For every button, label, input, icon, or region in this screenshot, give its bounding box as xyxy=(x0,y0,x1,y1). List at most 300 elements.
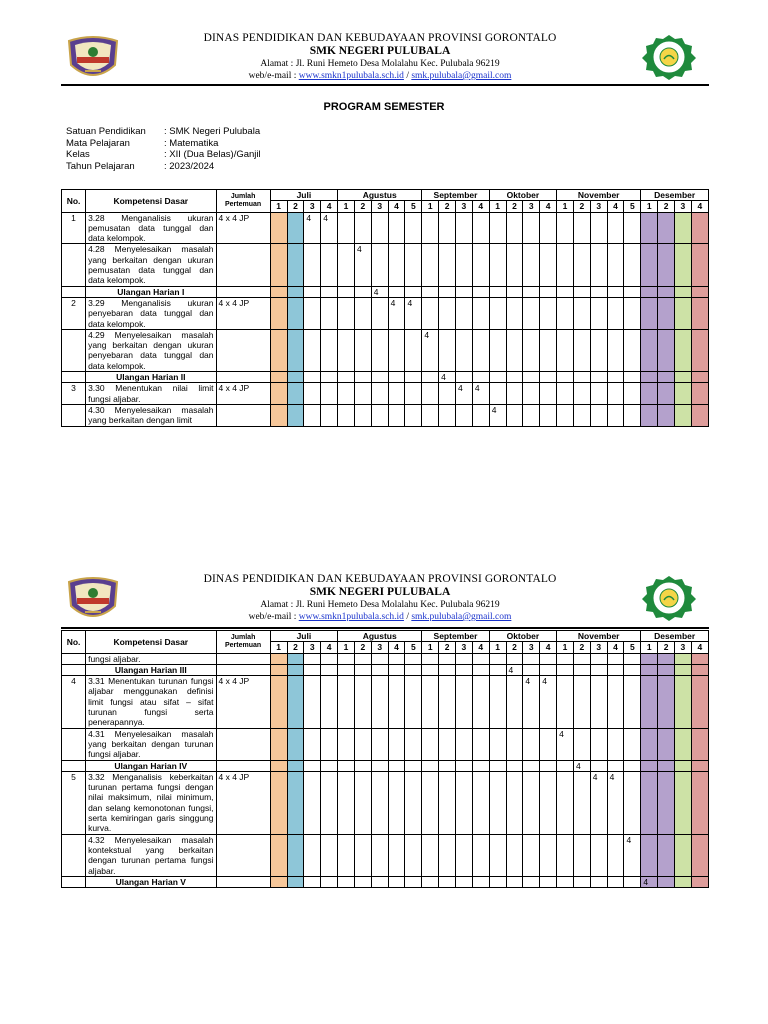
week-cell xyxy=(405,244,422,286)
week-cell xyxy=(658,834,675,876)
week-cell xyxy=(675,244,692,286)
week-cell xyxy=(321,404,338,426)
week-cell xyxy=(456,244,473,286)
week-cell xyxy=(456,404,473,426)
week-cell xyxy=(590,404,607,426)
school-logo xyxy=(640,34,698,80)
week-cell xyxy=(624,212,641,244)
week-cell xyxy=(405,286,422,297)
column-header-kompetensi: Kompetensi Dasar xyxy=(86,631,216,654)
week-cell xyxy=(287,286,304,297)
week-cell xyxy=(658,676,675,728)
assessment-label: Ulangan Harian I xyxy=(86,286,216,297)
week-cell xyxy=(405,329,422,371)
table-row xyxy=(62,244,709,286)
week-cell xyxy=(624,728,641,760)
assessment-row xyxy=(62,664,709,675)
week-cell xyxy=(506,372,523,383)
week-cell xyxy=(691,372,708,383)
week-cell xyxy=(691,244,708,286)
week-header: 2 xyxy=(506,642,523,653)
week-header: 1 xyxy=(489,642,506,653)
week-cell xyxy=(573,297,590,329)
week-cell xyxy=(287,771,304,834)
week-cell xyxy=(641,286,658,297)
week-cell xyxy=(624,244,641,286)
agency-name: DINAS PENDIDIKAN DAN KEBUDAYAAN PROVINSI GORONTALO xyxy=(203,573,557,585)
week-cell xyxy=(287,329,304,371)
week-cell xyxy=(422,676,439,728)
week-header: 2 xyxy=(287,201,304,212)
week-cell xyxy=(388,212,405,244)
week-cell xyxy=(439,383,456,405)
school-logo xyxy=(640,575,698,621)
row-number xyxy=(62,653,86,664)
week-cell xyxy=(658,244,675,286)
week-cell xyxy=(270,876,287,887)
week-cell: 4 xyxy=(371,286,388,297)
week-cell xyxy=(641,728,658,760)
week-cell xyxy=(388,244,405,286)
week-cell xyxy=(371,760,388,771)
week-cell xyxy=(354,834,371,876)
week-cell xyxy=(691,383,708,405)
row-number: 4 xyxy=(62,676,86,728)
week-cell xyxy=(658,212,675,244)
week-cell xyxy=(287,676,304,728)
month-header: Juli xyxy=(270,190,337,201)
week-cell xyxy=(338,728,355,760)
week-cell xyxy=(354,404,371,426)
week-cell xyxy=(506,329,523,371)
letterhead-rule xyxy=(61,627,709,629)
week-cell xyxy=(691,834,708,876)
week-cell xyxy=(641,676,658,728)
week-cell xyxy=(523,876,540,887)
week-cell xyxy=(472,664,489,675)
week-header: 3 xyxy=(590,201,607,212)
week-cell xyxy=(691,760,708,771)
week-cell xyxy=(540,728,557,760)
week-header: 2 xyxy=(354,201,371,212)
competency-text: 3.30 Menentukan nilai limit fungsi aljabar. xyxy=(86,383,216,405)
week-cell xyxy=(557,372,574,383)
week-cell xyxy=(287,297,304,329)
week-cell xyxy=(590,653,607,664)
week-cell xyxy=(607,244,624,286)
week-cell xyxy=(557,329,574,371)
week-cell xyxy=(371,383,388,405)
week-cell xyxy=(540,329,557,371)
week-cell xyxy=(405,653,422,664)
week-cell xyxy=(388,834,405,876)
week-cell xyxy=(691,676,708,728)
week-cell xyxy=(270,372,287,383)
week-cell xyxy=(338,212,355,244)
week-cell xyxy=(641,653,658,664)
website-link[interactable]: www.smkn1pulubala.sch.id xyxy=(298,612,404,622)
week-cell xyxy=(472,771,489,834)
week-cell xyxy=(557,286,574,297)
week-cell xyxy=(439,760,456,771)
week-cell xyxy=(590,297,607,329)
week-cell xyxy=(422,372,439,383)
week-cell xyxy=(540,244,557,286)
week-cell xyxy=(573,212,590,244)
week-cell xyxy=(388,372,405,383)
week-cell xyxy=(573,383,590,405)
week-header: 1 xyxy=(422,642,439,653)
week-cell xyxy=(523,664,540,675)
week-cell xyxy=(371,664,388,675)
month-header: September xyxy=(422,190,489,201)
week-cell xyxy=(304,286,321,297)
week-cell: 4 xyxy=(573,760,590,771)
week-cell xyxy=(506,286,523,297)
week-cell xyxy=(573,876,590,887)
gorontalo-province-logo xyxy=(65,35,121,81)
page-1 xyxy=(0,0,768,480)
week-cell xyxy=(456,212,473,244)
week-cell xyxy=(388,404,405,426)
week-cell xyxy=(304,383,321,405)
week-cell xyxy=(658,664,675,675)
week-cell: 4 xyxy=(472,383,489,405)
week-cell xyxy=(607,286,624,297)
week-header: 1 xyxy=(422,201,439,212)
week-cell xyxy=(658,728,675,760)
meeting-count xyxy=(216,404,270,426)
week-cell xyxy=(506,404,523,426)
table-row xyxy=(62,329,709,371)
week-header: 2 xyxy=(573,642,590,653)
week-cell xyxy=(371,404,388,426)
column-header-jumlah-pertemuan: Jumlah Pertemuan xyxy=(216,631,270,654)
week-cell xyxy=(523,404,540,426)
week-cell xyxy=(607,653,624,664)
meeting-count xyxy=(216,329,270,371)
week-cell xyxy=(371,329,388,371)
week-header: 2 xyxy=(658,201,675,212)
week-cell xyxy=(557,653,574,664)
week-cell xyxy=(675,876,692,887)
week-cell xyxy=(489,212,506,244)
week-cell: 4 xyxy=(439,372,456,383)
school-name: SMK NEGERI PULUBALA xyxy=(309,586,451,598)
week-cell xyxy=(354,653,371,664)
week-cell xyxy=(270,676,287,728)
week-cell xyxy=(439,404,456,426)
week-cell xyxy=(691,653,708,664)
week-cell xyxy=(338,653,355,664)
week-cell xyxy=(607,212,624,244)
week-cell xyxy=(405,212,422,244)
week-cell xyxy=(338,676,355,728)
week-cell: 4 xyxy=(321,212,338,244)
week-header: 3 xyxy=(456,201,473,212)
week-cell xyxy=(523,212,540,244)
email-link[interactable]: smk.pulubala@gmail.com xyxy=(411,71,512,81)
assessment-row xyxy=(62,876,709,887)
week-cell xyxy=(691,728,708,760)
week-cell xyxy=(590,286,607,297)
week-cell: 4 xyxy=(489,404,506,426)
week-cell xyxy=(557,297,574,329)
week-cell xyxy=(354,297,371,329)
week-cell xyxy=(321,297,338,329)
week-cell xyxy=(573,244,590,286)
competency-text: fungsi aljabar. xyxy=(86,653,216,664)
week-cell xyxy=(472,834,489,876)
week-cell xyxy=(472,876,489,887)
week-cell xyxy=(472,760,489,771)
week-cell xyxy=(439,329,456,371)
week-header: 5 xyxy=(624,201,641,212)
week-cell xyxy=(523,653,540,664)
week-cell xyxy=(506,383,523,405)
week-header: 3 xyxy=(456,642,473,653)
week-cell xyxy=(658,286,675,297)
assessment-row xyxy=(62,372,709,383)
column-header-kompetensi: Kompetensi Dasar xyxy=(86,190,216,213)
meeting-count: 4 x 4 JP xyxy=(216,676,270,728)
week-cell xyxy=(422,297,439,329)
week-cell xyxy=(540,372,557,383)
week-cell xyxy=(304,404,321,426)
week-cell xyxy=(371,676,388,728)
week-cell xyxy=(506,676,523,728)
week-cell xyxy=(472,372,489,383)
week-header: 4 xyxy=(607,642,624,653)
document-info xyxy=(66,126,261,172)
meeting-count xyxy=(216,834,270,876)
semester-program-table-2 xyxy=(61,630,709,888)
competency-text: 3.29 Menganalisis ukuran penyebaran data tunggal dan data kelompok. xyxy=(86,297,216,329)
week-cell xyxy=(523,244,540,286)
week-cell xyxy=(456,297,473,329)
week-cell xyxy=(691,297,708,329)
week-cell xyxy=(573,286,590,297)
week-cell xyxy=(388,329,405,371)
week-cell xyxy=(321,664,338,675)
week-cell xyxy=(456,653,473,664)
week-cell xyxy=(658,372,675,383)
week-cell xyxy=(304,372,321,383)
week-cell xyxy=(405,876,422,887)
gorontalo-province-logo xyxy=(65,576,121,622)
week-cell xyxy=(506,760,523,771)
contact-line: web/e-mail : www.smkn1pulubala.sch.id / smk.pulubala@gmail.com xyxy=(248,612,512,622)
column-header-no: No. xyxy=(62,631,86,654)
week-cell xyxy=(270,383,287,405)
letterhead-rule xyxy=(61,84,709,86)
week-cell xyxy=(472,728,489,760)
week-cell xyxy=(675,676,692,728)
week-cell xyxy=(304,244,321,286)
month-header: November xyxy=(557,190,641,201)
week-cell xyxy=(304,653,321,664)
assessment-label: Ulangan Harian IV xyxy=(86,760,216,771)
letterhead xyxy=(60,573,710,633)
week-cell xyxy=(338,372,355,383)
week-header: 2 xyxy=(658,642,675,653)
week-cell xyxy=(641,404,658,426)
email-link[interactable]: smk.pulubala@gmail.com xyxy=(411,612,512,622)
week-header: 4 xyxy=(691,201,708,212)
week-header: 5 xyxy=(405,201,422,212)
row-number xyxy=(62,760,86,771)
week-cell xyxy=(405,834,422,876)
assessment-row xyxy=(62,286,709,297)
week-header: 2 xyxy=(287,642,304,653)
week-cell xyxy=(489,664,506,675)
meeting-count: 4 x 4 JP xyxy=(216,771,270,834)
week-cell xyxy=(573,676,590,728)
week-cell xyxy=(472,297,489,329)
month-header: Agustus xyxy=(338,631,422,642)
week-cell xyxy=(523,329,540,371)
week-cell xyxy=(422,404,439,426)
week-cell: 4 xyxy=(354,244,371,286)
week-cell xyxy=(691,876,708,887)
week-cell xyxy=(354,771,371,834)
info-row: Tahun Pelajaran : 2023/2024 xyxy=(66,160,215,172)
week-cell xyxy=(607,834,624,876)
week-cell xyxy=(523,383,540,405)
website-link[interactable]: www.smkn1pulubala.sch.id xyxy=(298,71,404,81)
month-header: Oktober xyxy=(489,631,556,642)
week-cell xyxy=(557,834,574,876)
week-cell xyxy=(321,653,338,664)
week-cell xyxy=(607,404,624,426)
week-cell xyxy=(371,244,388,286)
week-cell xyxy=(590,664,607,675)
week-header: 4 xyxy=(472,642,489,653)
week-cell xyxy=(557,876,574,887)
week-cell xyxy=(321,771,338,834)
week-cell xyxy=(304,876,321,887)
week-cell xyxy=(287,244,304,286)
week-cell xyxy=(405,676,422,728)
week-cell xyxy=(270,834,287,876)
week-cell: 4 xyxy=(523,676,540,728)
competency-text: 4.30 Menyelesaikan masalah yang berkaitan dengan limit xyxy=(86,404,216,426)
week-cell xyxy=(270,404,287,426)
week-cell xyxy=(405,760,422,771)
week-header: 3 xyxy=(523,642,540,653)
week-cell xyxy=(321,728,338,760)
week-cell xyxy=(573,834,590,876)
week-cell xyxy=(456,760,473,771)
week-header: 3 xyxy=(371,642,388,653)
week-cell xyxy=(658,760,675,771)
month-header: Oktober xyxy=(489,190,556,201)
week-cell xyxy=(506,653,523,664)
week-cell xyxy=(489,297,506,329)
week-cell xyxy=(590,728,607,760)
week-cell xyxy=(422,728,439,760)
week-cell xyxy=(573,329,590,371)
table-row xyxy=(62,297,709,329)
week-header: 1 xyxy=(338,642,355,653)
week-cell xyxy=(573,728,590,760)
week-cell xyxy=(624,286,641,297)
week-cell xyxy=(557,676,574,728)
week-cell xyxy=(523,834,540,876)
week-cell xyxy=(624,771,641,834)
row-number xyxy=(62,728,86,760)
row-number: 2 xyxy=(62,297,86,329)
week-cell xyxy=(354,676,371,728)
week-cell xyxy=(388,664,405,675)
meeting-count xyxy=(216,286,270,297)
week-cell xyxy=(321,383,338,405)
week-header: 4 xyxy=(321,642,338,653)
week-cell xyxy=(573,664,590,675)
week-cell xyxy=(641,244,658,286)
week-cell xyxy=(456,664,473,675)
week-cell xyxy=(270,244,287,286)
assessment-label: Ulangan Harian III xyxy=(86,664,216,675)
table-row xyxy=(62,653,709,664)
week-cell xyxy=(321,676,338,728)
week-cell xyxy=(573,372,590,383)
week-cell: 4 xyxy=(641,876,658,887)
week-cell xyxy=(354,383,371,405)
week-cell xyxy=(338,383,355,405)
week-cell xyxy=(354,212,371,244)
week-cell xyxy=(287,834,304,876)
week-cell xyxy=(675,286,692,297)
week-cell: 4 xyxy=(590,771,607,834)
week-cell xyxy=(506,244,523,286)
week-cell xyxy=(405,383,422,405)
week-header: 3 xyxy=(304,201,321,212)
month-header: September xyxy=(422,631,489,642)
page-2 xyxy=(0,540,768,1024)
week-cell xyxy=(405,404,422,426)
week-cell xyxy=(658,876,675,887)
week-cell xyxy=(607,297,624,329)
document-title: PROGRAM SEMESTER xyxy=(323,101,445,113)
week-cell xyxy=(405,728,422,760)
week-cell xyxy=(287,876,304,887)
competency-text: 3.31 Menentukan turunan fungsi aljabar menggunakan definisi limit fungsi atau sifat – sifat turunan fungsi serta penerapannya. xyxy=(86,676,216,728)
row-number xyxy=(62,404,86,426)
week-cell xyxy=(371,212,388,244)
week-cell xyxy=(354,760,371,771)
week-cell xyxy=(338,329,355,371)
week-cell xyxy=(573,771,590,834)
week-cell xyxy=(641,212,658,244)
week-cell xyxy=(557,404,574,426)
week-cell xyxy=(590,834,607,876)
row-number xyxy=(62,876,86,887)
table-row xyxy=(62,404,709,426)
week-cell xyxy=(287,653,304,664)
week-cell xyxy=(658,771,675,834)
week-cell xyxy=(607,728,624,760)
week-cell xyxy=(338,297,355,329)
week-cell xyxy=(540,760,557,771)
week-cell xyxy=(489,760,506,771)
week-cell xyxy=(472,329,489,371)
month-header: Desember xyxy=(641,190,709,201)
week-cell xyxy=(540,383,557,405)
week-cell xyxy=(489,372,506,383)
table-row xyxy=(62,212,709,244)
week-cell xyxy=(691,771,708,834)
